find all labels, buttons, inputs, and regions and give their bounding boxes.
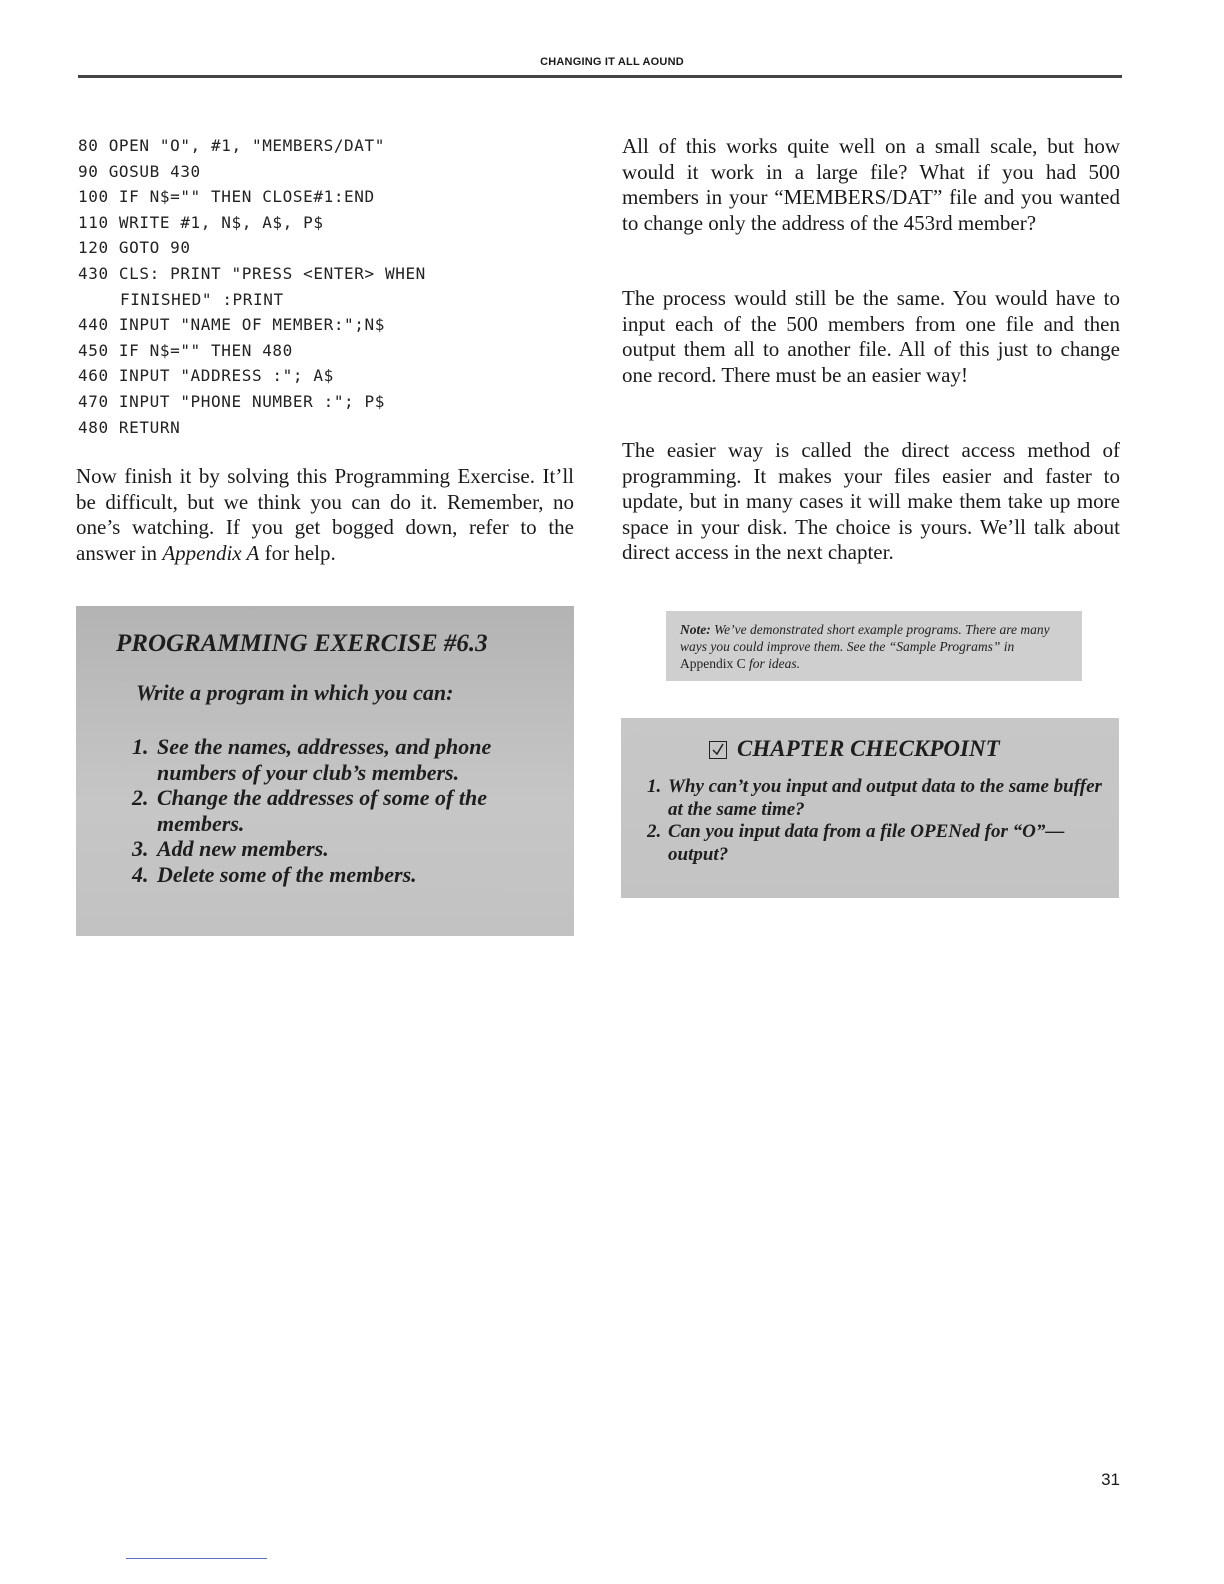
list-item <box>132 734 552 785</box>
code-line: 100 IF N$="" THEN CLOSE#1:END <box>78 187 375 207</box>
note-label: Note: <box>680 622 711 637</box>
code-line: 120 GOTO 90 <box>78 238 191 258</box>
code-line: 80 OPEN "O", #1, "MEMBERS/DAT" <box>78 136 385 155</box>
list-item <box>132 785 552 836</box>
list-item-number: 1. <box>132 734 149 759</box>
exercise-intro: Write a program in which you can: <box>136 680 454 705</box>
list-item-text: See the names, addresses, and phone numbers of your club’s members. <box>157 734 492 785</box>
list-item-number: 1. <box>647 776 662 797</box>
list-item-text: Delete some of the members. <box>157 861 417 887</box>
list-item-number: 3. <box>132 836 149 861</box>
note-appendix: Appendix C <box>680 656 746 671</box>
chapter-checkpoint-box <box>621 718 1119 898</box>
running-header: CHANGING IT ALL AOUND <box>540 56 684 68</box>
list-item-number: 2. <box>132 785 149 810</box>
programming-exercise-box <box>76 606 574 936</box>
note-text: We’ve demonstrated short example programs. There are many ways you could improve them. See the “Sample Programs” in <box>680 622 1050 654</box>
exercise-title: PROGRAMMING EXERCISE #6.3 <box>116 630 488 657</box>
checkpoint-list <box>647 776 1107 866</box>
list-item <box>132 836 552 862</box>
checkpoint-title: CHAPTER CHECKPOINT <box>737 736 1000 761</box>
list-item-number: 4. <box>132 861 149 887</box>
code-line: 430 CLS: PRINT "PRESS <ENTER> WHEN <box>78 263 426 283</box>
checkbox-icon <box>709 741 727 759</box>
code-listing <box>78 133 578 440</box>
paragraph-text: for help. <box>259 540 336 565</box>
footnote-rule <box>126 1558 267 1559</box>
note-text: for ideas. <box>745 656 801 671</box>
paragraph-text: Now finish it by solving this Programming Exercise. It’ll be difficult, but we think you can do it. Remember, no one’s watching. If you get bogged down, refer to the answer in <box>76 464 574 565</box>
list-item-text: Can you input data from a file OPENed for “O”—output? <box>668 821 1065 865</box>
code-line: 90 GOSUB 430 <box>78 161 201 181</box>
exercise-list <box>132 734 552 887</box>
body-paragraph <box>76 464 574 566</box>
appendix-reference: Appendix A <box>162 540 260 565</box>
list-item-text: Change the addresses of some of the members. <box>157 785 487 836</box>
code-line: 110 WRITE #1, N$, A$, P$ <box>78 212 324 232</box>
list-item <box>132 862 552 888</box>
code-line: FINISHED" :PRINT <box>120 289 284 309</box>
page-number: 31 <box>1101 1470 1120 1489</box>
list-item-text: Add new members. <box>157 836 329 861</box>
note-box <box>666 611 1082 681</box>
code-line: 480 RETURN <box>78 417 181 437</box>
list-item <box>647 776 1107 821</box>
checkpoint-header <box>709 736 1000 762</box>
header-rule <box>78 75 1122 78</box>
body-paragraph: All of this works quite well on a small scale, but how would it work in a large file? What if you had 500 members in your “MEMBERS/DAT” file and you wanted to change only the address of the 453rd member? <box>622 134 1120 235</box>
list-item <box>647 821 1107 866</box>
code-line: 470 INPUT "PHONE NUMBER :"; P$ <box>78 391 385 411</box>
list-item-text: Why can’t you input and output data to the same buffer at the same time? <box>668 776 1102 820</box>
body-paragraph: The easier way is called the direct access method of programming. It makes your files easier and faster to update, but in many cases it will make them take up more space in your disk. The choice is yours. We’ll talk about direct access in the next chapter. <box>622 438 1120 564</box>
list-item-number: 2. <box>647 821 662 842</box>
code-line: 440 INPUT "NAME OF MEMBER:";N$ <box>78 315 385 335</box>
body-paragraph: The process would still be the same. You would have to input each of the 500 members from one file and then output them all to another file. All of this just to change one record. There must be an easier way! <box>622 286 1120 387</box>
code-line: 460 INPUT "ADDRESS :"; A$ <box>78 366 334 386</box>
code-line: 450 IF N$="" THEN 480 <box>78 340 293 360</box>
